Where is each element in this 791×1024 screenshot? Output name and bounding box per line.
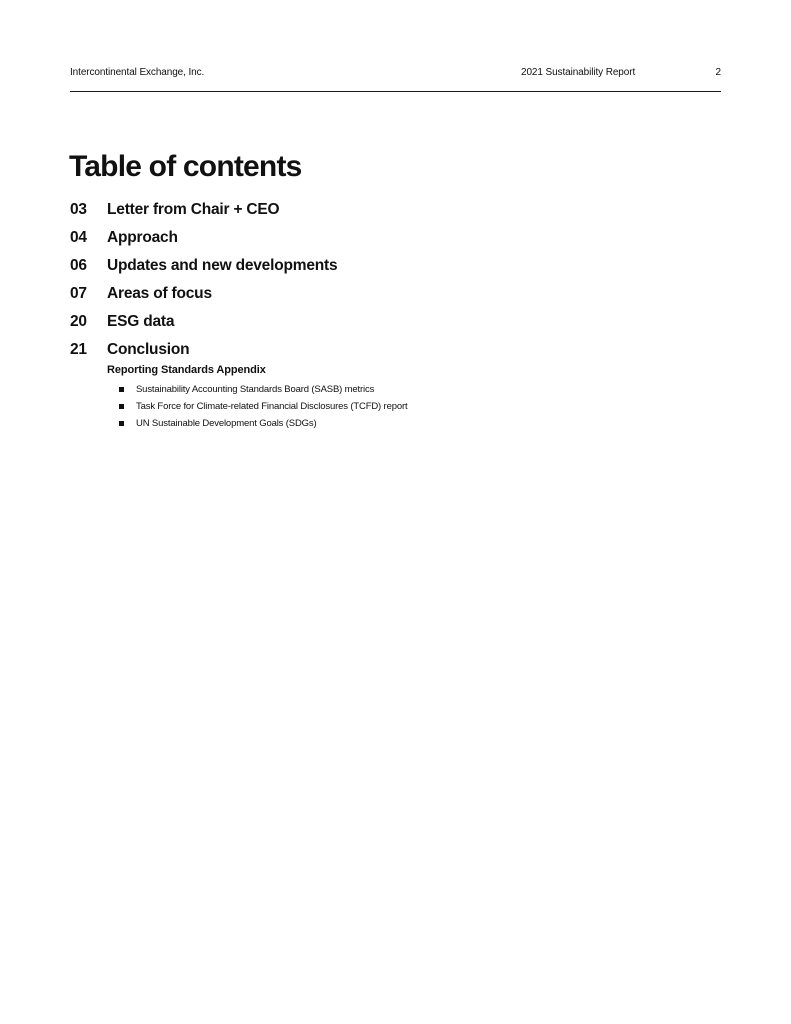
toc-item-label[interactable]: Updates and new developments [107, 257, 338, 274]
toc-item-label[interactable]: ESG data [107, 313, 175, 330]
appendix-item-label[interactable]: Task Force for Climate-related Financial Disclosures (TCFD) report [136, 401, 408, 412]
appendix-item-tcfd[interactable] [107, 398, 407, 415]
page-number: 2 [715, 67, 721, 78]
toc-list [70, 198, 670, 366]
appendix-item-label[interactable]: Sustainability Accounting Standards Board (SASB) metrics [136, 384, 375, 395]
toc-item-label[interactable]: Letter from Chair + CEO [107, 201, 280, 218]
company-name: Intercontinental Exchange, Inc. [70, 67, 205, 78]
square-bullet-icon [119, 387, 124, 392]
toc-item-areas-of-focus[interactable] [70, 282, 670, 310]
report-title: 2021 Sustainability Report [521, 67, 636, 78]
appendix-list [107, 381, 407, 432]
toc-item-conclusion[interactable] [70, 338, 670, 366]
appendix-item-sdgs[interactable] [107, 415, 407, 432]
square-bullet-icon [119, 421, 124, 426]
toc-page-number: 06 [70, 257, 87, 274]
toc-item-approach[interactable] [70, 226, 670, 254]
toc-item-label[interactable]: Areas of focus [107, 285, 212, 302]
toc-item-label[interactable]: Conclusion [107, 341, 190, 358]
appendix-section [107, 363, 407, 432]
toc-page-number: 07 [70, 285, 87, 302]
toc-item-letter[interactable] [70, 198, 670, 226]
toc-page-number: 04 [70, 229, 87, 246]
toc-page-number: 21 [70, 341, 87, 358]
toc-page-number: 20 [70, 313, 87, 330]
toc-item-label[interactable]: Approach [107, 229, 178, 246]
square-bullet-icon [119, 404, 124, 409]
toc-item-updates[interactable] [70, 254, 670, 282]
page-title: Table of contents [69, 150, 302, 183]
toc-page-number: 03 [70, 201, 87, 218]
appendix-item-label[interactable]: UN Sustainable Development Goals (SDGs) [136, 418, 317, 429]
toc-item-esg-data[interactable] [70, 310, 670, 338]
page-header [70, 66, 721, 92]
appendix-item-sasb[interactable] [107, 381, 407, 398]
appendix-heading[interactable]: Reporting Standards Appendix [107, 364, 266, 376]
